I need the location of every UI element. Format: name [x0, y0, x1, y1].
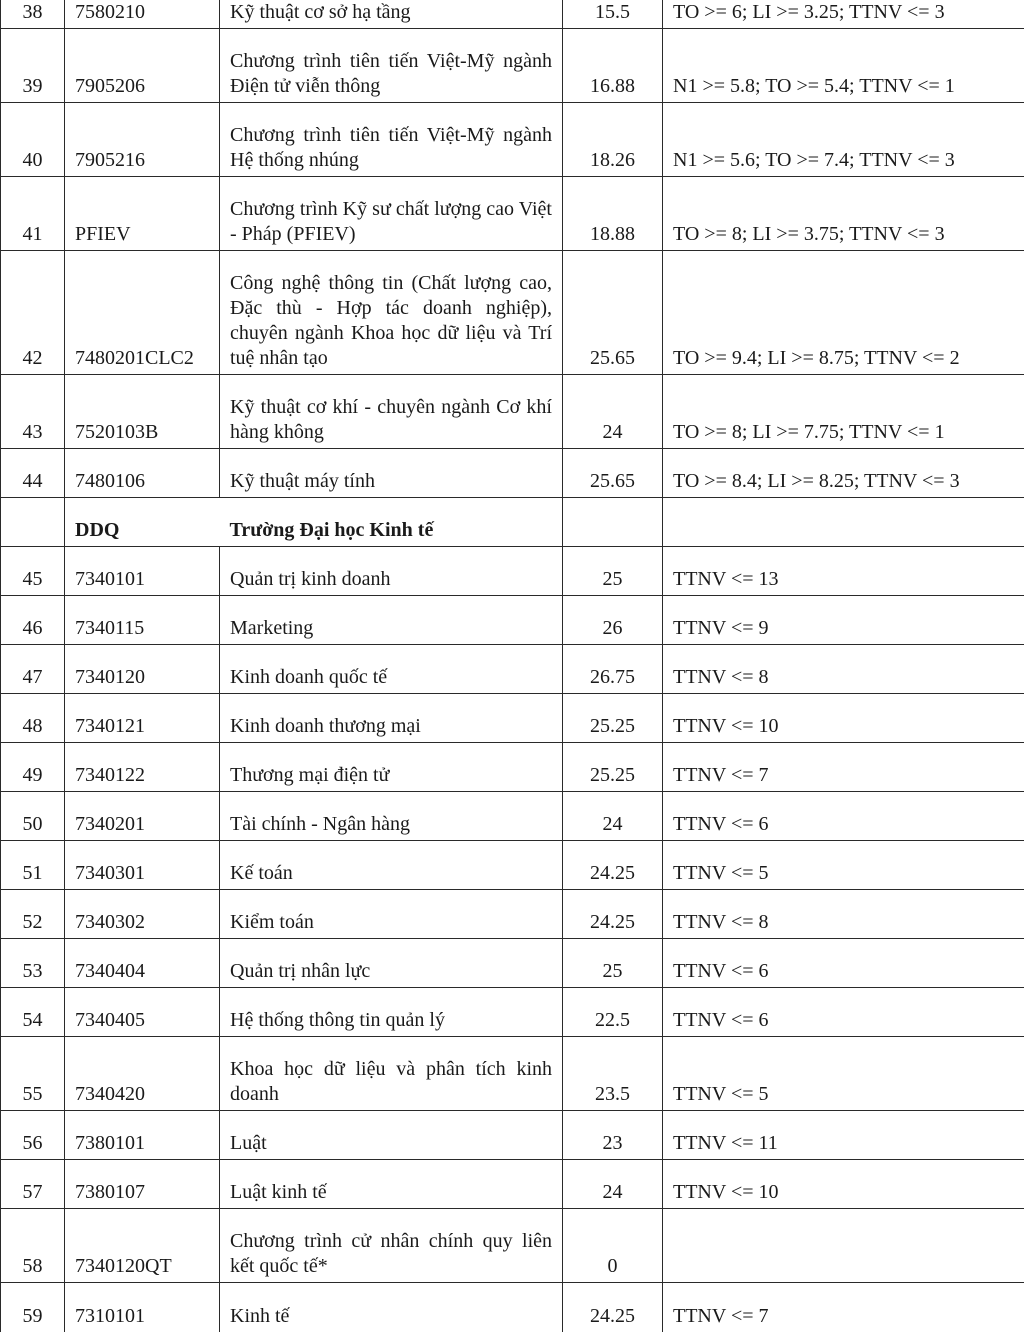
major-name: Công nghệ thông tin (Chất lượng cao, Đặc thù - Hợp tác doanh nghiệp), chuyên ngành Khoa học dữ liệu và Trí tuệ nhân tạo: [220, 251, 563, 375]
row-number: 43: [1, 375, 65, 449]
major-name: Chương trình cử nhân chính quy liên kết quốc tế*: [220, 1209, 563, 1283]
cutoff-score: 24: [563, 375, 663, 449]
table-row: [1, 596, 1024, 645]
table-row: [1, 1283, 1024, 1332]
major-code: 7340120: [65, 645, 220, 694]
admission-condition: TTNV <= 10: [663, 1160, 1024, 1209]
table-row: [1, 1111, 1024, 1160]
table-row: [1, 1209, 1024, 1283]
major-code: 7340301: [65, 841, 220, 890]
table-row: [1, 1160, 1024, 1209]
admission-condition: [663, 1209, 1024, 1283]
admission-condition: TTNV <= 7: [663, 743, 1024, 792]
cutoff-score: 23.5: [563, 1037, 663, 1111]
row-number: 52: [1, 890, 65, 939]
major-name: Kỹ thuật cơ sở hạ tầng: [220, 0, 563, 29]
table-row: [1, 792, 1024, 841]
major-name: Khoa học dữ liệu và phân tích kinh doanh: [220, 1037, 563, 1111]
major-name: Quản trị nhân lực: [220, 939, 563, 988]
row-number: 55: [1, 1037, 65, 1111]
major-code: 7340302: [65, 890, 220, 939]
cutoff-score: 25.65: [563, 449, 663, 498]
cutoff-score: 24: [563, 792, 663, 841]
table-row: [1, 103, 1024, 177]
major-code: 7380101: [65, 1111, 220, 1160]
row-number: 38: [1, 0, 65, 29]
admission-condition: TO >= 6; LI >= 3.25; TTNV <= 3: [663, 0, 1024, 29]
admission-condition: TTNV <= 6: [663, 988, 1024, 1037]
major-code: 7340122: [65, 743, 220, 792]
cutoff-score: 25.25: [563, 743, 663, 792]
section-number: [1, 498, 65, 547]
section-condition: [663, 498, 1024, 547]
table-row: [1, 841, 1024, 890]
table-row: [1, 939, 1024, 988]
table-row: [1, 1037, 1024, 1111]
admission-condition: TTNV <= 6: [663, 792, 1024, 841]
admission-condition: TTNV <= 6: [663, 939, 1024, 988]
major-name: Marketing: [220, 596, 563, 645]
admission-condition: TO >= 8.4; LI >= 8.25; TTNV <= 3: [663, 449, 1024, 498]
table-row: [1, 988, 1024, 1037]
major-name: Kinh tế: [220, 1283, 563, 1332]
major-code: 7340405: [65, 988, 220, 1037]
table-row: [1, 743, 1024, 792]
cutoff-score: 22.5: [563, 988, 663, 1037]
cutoff-score: 25.25: [563, 694, 663, 743]
row-number: 57: [1, 1160, 65, 1209]
major-name: Kỹ thuật cơ khí - chuyên ngành Cơ khí hàng không: [220, 375, 563, 449]
admission-condition: TTNV <= 5: [663, 1037, 1024, 1111]
major-name: Tài chính - Ngân hàng: [220, 792, 563, 841]
table-row: [1, 251, 1024, 375]
admission-condition: TTNV <= 8: [663, 645, 1024, 694]
major-code: 7380107: [65, 1160, 220, 1209]
admission-condition: TTNV <= 5: [663, 841, 1024, 890]
major-code: 7905206: [65, 29, 220, 103]
cutoff-score: 26: [563, 596, 663, 645]
major-code: 7480201CLC2: [65, 251, 220, 375]
cutoff-score: 15.5: [563, 0, 663, 29]
row-number: 47: [1, 645, 65, 694]
major-name: Hệ thống thông tin quản lý: [220, 988, 563, 1037]
admission-condition: TTNV <= 11: [663, 1111, 1024, 1160]
major-name: Chương trình tiên tiến Việt-Mỹ ngành Điện tử viễn thông: [220, 29, 563, 103]
table-row: [1, 29, 1024, 103]
table-row: [1, 177, 1024, 251]
row-number: 49: [1, 743, 65, 792]
table-row: [1, 694, 1024, 743]
section-header-row: [1, 498, 1024, 547]
row-number: 42: [1, 251, 65, 375]
major-name: Chương trình Kỹ sư chất lượng cao Việt - Pháp (PFIEV): [220, 177, 563, 251]
row-number: 44: [1, 449, 65, 498]
major-code: 7340201: [65, 792, 220, 841]
admission-condition: TTNV <= 7: [663, 1283, 1024, 1332]
major-code: 7340120QT: [65, 1209, 220, 1283]
row-number: 39: [1, 29, 65, 103]
admission-condition: TO >= 8; LI >= 7.75; TTNV <= 1: [663, 375, 1024, 449]
major-name: Thương mại điện tử: [220, 743, 563, 792]
row-number: 46: [1, 596, 65, 645]
major-name: Kinh doanh thương mại: [220, 694, 563, 743]
cutoff-score: 24: [563, 1160, 663, 1209]
row-number: 48: [1, 694, 65, 743]
cutoff-score: 24.25: [563, 1283, 663, 1332]
major-code: 7480106: [65, 449, 220, 498]
admission-condition: N1 >= 5.8; TO >= 5.4; TTNV <= 1: [663, 29, 1024, 103]
cutoff-score: 24.25: [563, 841, 663, 890]
row-number: 54: [1, 988, 65, 1037]
table-row: [1, 547, 1024, 596]
row-number: 41: [1, 177, 65, 251]
cutoff-score: 18.88: [563, 177, 663, 251]
admission-condition: TO >= 8; LI >= 3.75; TTNV <= 3: [663, 177, 1024, 251]
cutoff-score: 25.65: [563, 251, 663, 375]
row-number: 50: [1, 792, 65, 841]
section-score: [563, 498, 663, 547]
major-code: 7520103B: [65, 375, 220, 449]
major-name: Kiểm toán: [220, 890, 563, 939]
table-row: [1, 645, 1024, 694]
major-code: 7310101: [65, 1283, 220, 1332]
major-name: Luật kinh tế: [220, 1160, 563, 1209]
major-name: Chương trình tiên tiến Việt-Mỹ ngành Hệ thống nhúng: [220, 103, 563, 177]
row-number: 56: [1, 1111, 65, 1160]
admission-condition: TTNV <= 10: [663, 694, 1024, 743]
major-code: 7340101: [65, 547, 220, 596]
admission-condition: TTNV <= 13: [663, 547, 1024, 596]
table-row: [1, 890, 1024, 939]
admission-condition: TTNV <= 8: [663, 890, 1024, 939]
major-name: Kỹ thuật máy tính: [220, 449, 563, 498]
table-row: [1, 0, 1024, 29]
major-code: PFIEV: [65, 177, 220, 251]
major-name: Kế toán: [220, 841, 563, 890]
major-code: 7340121: [65, 694, 220, 743]
major-name: Quản trị kinh doanh: [220, 547, 563, 596]
cutoff-score: 0: [563, 1209, 663, 1283]
cutoff-score: 16.88: [563, 29, 663, 103]
major-name: Kinh doanh quốc tế: [220, 645, 563, 694]
admission-condition: TTNV <= 9: [663, 596, 1024, 645]
cutoff-score: 25: [563, 547, 663, 596]
school-code: DDQ: [65, 498, 220, 547]
major-code: 7340115: [65, 596, 220, 645]
cutoff-score: 23: [563, 1111, 663, 1160]
cutoff-score: 18.26: [563, 103, 663, 177]
row-number: 51: [1, 841, 65, 890]
table-row: [1, 449, 1024, 498]
row-number: 58: [1, 1209, 65, 1283]
major-code: 7905216: [65, 103, 220, 177]
major-code: 7340404: [65, 939, 220, 988]
cutoff-score: 25: [563, 939, 663, 988]
admission-condition: TO >= 9.4; LI >= 8.75; TTNV <= 2: [663, 251, 1024, 375]
table-row: [1, 375, 1024, 449]
school-name: Trường Đại học Kinh tế: [220, 498, 563, 547]
cutoff-score: 24.25: [563, 890, 663, 939]
major-code: 7580210: [65, 0, 220, 29]
row-number: 59: [1, 1283, 65, 1332]
row-number: 45: [1, 547, 65, 596]
major-name: Luật: [220, 1111, 563, 1160]
admission-condition: N1 >= 5.6; TO >= 7.4; TTNV <= 3: [663, 103, 1024, 177]
major-code: 7340420: [65, 1037, 220, 1111]
cutoff-score: 26.75: [563, 645, 663, 694]
row-number: 40: [1, 103, 65, 177]
row-number: 53: [1, 939, 65, 988]
